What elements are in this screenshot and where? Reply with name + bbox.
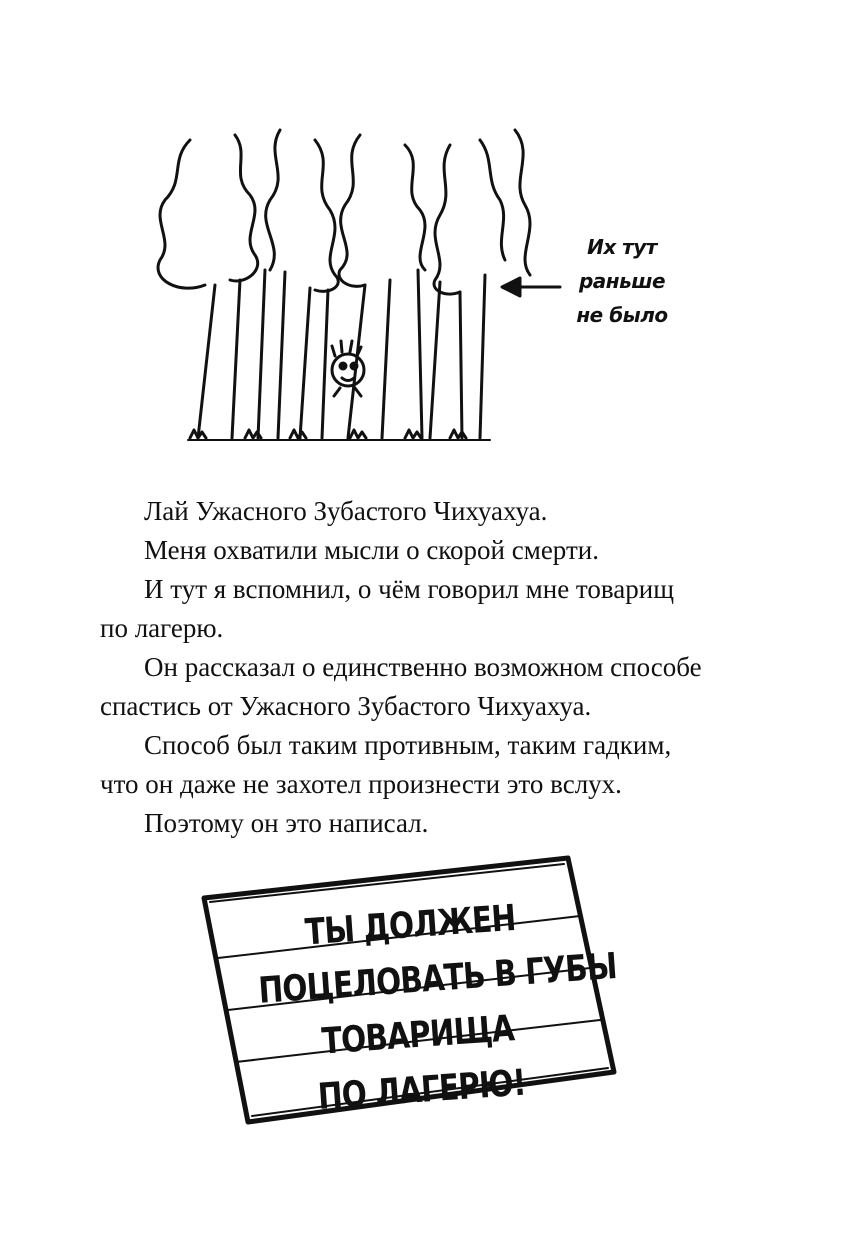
note-line-4: ПО ЛАГЕРЮ! (316, 1062, 527, 1119)
paragraph-1: Лай Ужасного Зубастого Чихуахуа. (144, 496, 548, 526)
annotation-line-3: не было (576, 303, 668, 327)
paragraph-4: Он рассказал о единственно возможном способе спастись от Ужасного Зубастого Чихуахуа. (100, 652, 702, 721)
note-line-2: ПОЦЕЛОВАТЬ В ГУБЫ (257, 945, 618, 1012)
paragraph-2: Меня охватили мысли о скорой смерти. (144, 535, 599, 565)
note-line-3: ТОВАРИЩА (320, 1008, 516, 1063)
annotation-line-2: раньше (578, 269, 666, 293)
paragraph-6: Поэтому он это написал. (144, 808, 429, 838)
annotation-line-1: Их тут (587, 235, 657, 259)
note-line-1: ТЫ ДОЛЖЕН (303, 897, 517, 954)
tree-annotation (572, 230, 672, 332)
handwritten-note (196, 850, 626, 1130)
paragraph-5: Способ был таким противным, таким гадким, что он даже не захотел произнести это вслух. (100, 730, 672, 799)
note-message (219, 885, 618, 1131)
paragraph-3: И тут я вспомнил, о чём говорил мне товарищ по лагерю. (100, 574, 674, 643)
body-text (100, 492, 708, 843)
